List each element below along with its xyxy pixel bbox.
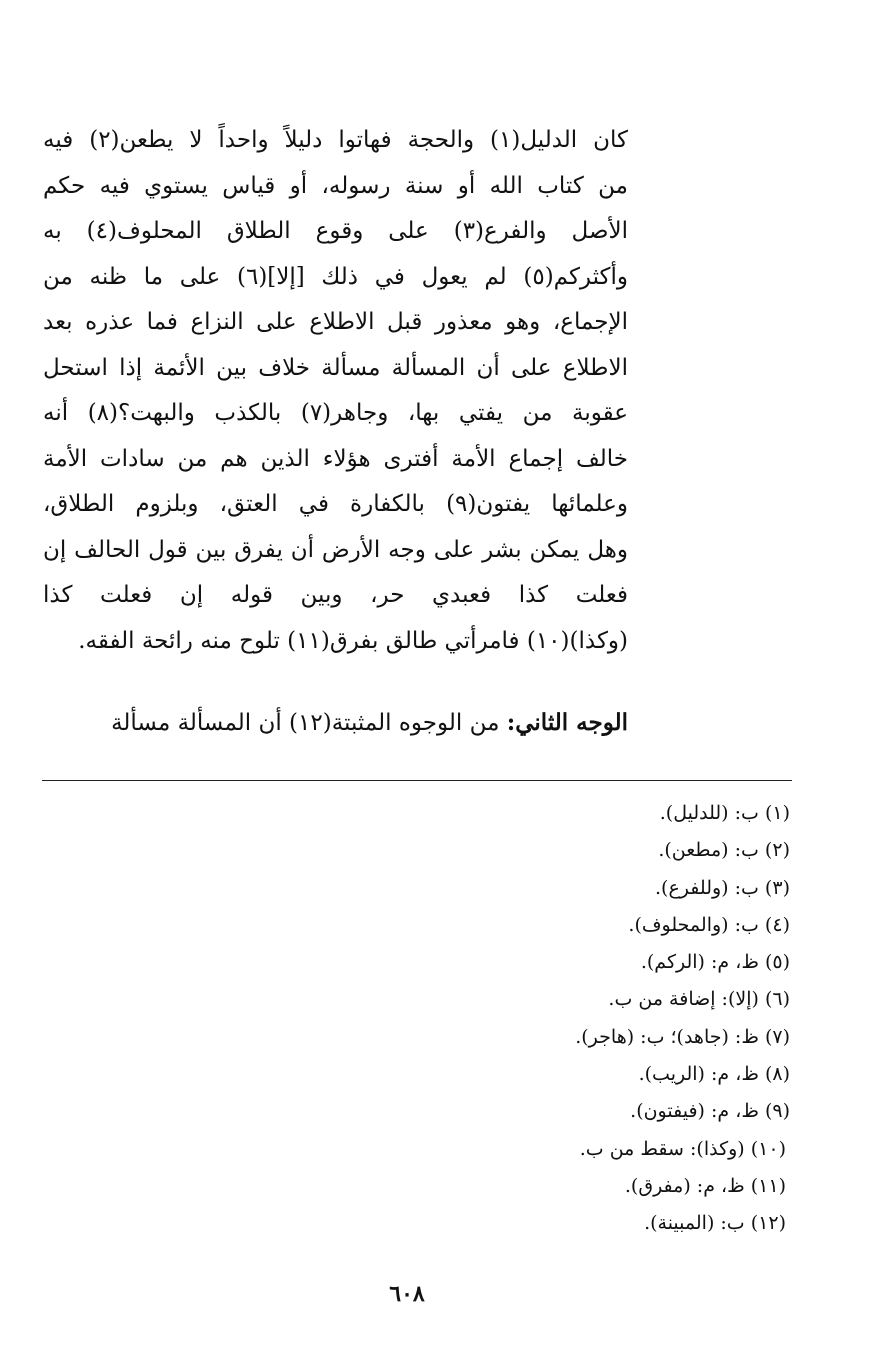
footnote-5: (٥) ظ، م: (الركم). — [640, 951, 790, 974]
footnote-10: (١٠) (وكذا): سقط من ب. — [579, 1137, 786, 1160]
text-line-3: الأصل والفرع(٣) على وقوع الطلاق المحلوف(٤) به — [43, 218, 628, 244]
footnote-12: (١٢) ب: (المبينة). — [644, 1212, 786, 1235]
section-heading-text: من الوجوه المثبتة(١٢) أن المسألة مسألة — [111, 710, 507, 736]
footnote-6: (٦) (إلا): إضافة من ب. — [608, 988, 790, 1011]
text-line-4: وأكثركم(٥) لم يعول في ذلك [إلا](٦) على ما ظنه من — [43, 263, 628, 290]
footnote-11: (١١) ظ، م: (مفرق). — [624, 1174, 786, 1197]
text-line-1: كان الدليل(١) والحجة فهاتوا دليلاً واحداً لا يطعن(٢) فيه — [43, 127, 628, 153]
section-heading-line — [43, 700, 628, 745]
footnote-3: (٣) ب: (وللفرع). — [655, 876, 790, 899]
footnote-7: (٧) ظ: (جاهد)؛ ب: (هاجر). — [575, 1025, 790, 1048]
text-line-8: خالف إجماع الأمة أفترى هؤلاء الذين هم من سادات الأمة — [43, 445, 628, 472]
text-line-12: (وكذا)(١٠) فامرأتي طالق بفرق(١١) تلوح منه رائحة الفقه. — [78, 627, 628, 654]
section-heading-label: الوجه الثاني: — [506, 709, 628, 736]
footnotes-list — [300, 795, 790, 1243]
text-line-6: الاطلاع على أن المسألة مسألة خلاف بين الأئمة إذا استحل — [43, 354, 628, 381]
footnote-2: (٢) ب: (مطعن). — [658, 839, 790, 862]
text-line-5: الإجماع، وهو معذور قبل الاطلاع على النزاع فما عذره بعد — [43, 309, 628, 335]
text-line-7: عقوبة من يفتي بها، وجاهر(٧) بالكذب والبهت؟(٨) أنه — [43, 400, 628, 426]
footnote-4: (٤) ب: (والمحلوف). — [628, 913, 790, 936]
text-line-11: فعلت كذا فعبدي حر، وبين قوله إن فعلت كذا — [43, 582, 628, 608]
footnote-divider — [42, 780, 792, 781]
page-number: ٦٠٨ — [389, 1281, 425, 1307]
text-line-2: من كتاب الله أو سنة رسوله، أو قياس يستوي فيه حكم — [43, 172, 628, 199]
footnote-9: (٩) ظ، م: (فيفتون). — [630, 1100, 790, 1123]
footnote-8: (٨) ظ، م: (الريب). — [638, 1063, 790, 1086]
text-line-9: وعلمائها يفتون(٩) بالكفارة في العتق، وبلزوم الطلاق، — [43, 491, 628, 517]
main-text-block — [43, 118, 628, 664]
text-line-10: وهل يمكن بشر على وجه الأرض أن يفرق بين قول الحالف إن — [43, 536, 628, 563]
footnote-1: (١) ب: (للدليل). — [659, 802, 790, 824]
